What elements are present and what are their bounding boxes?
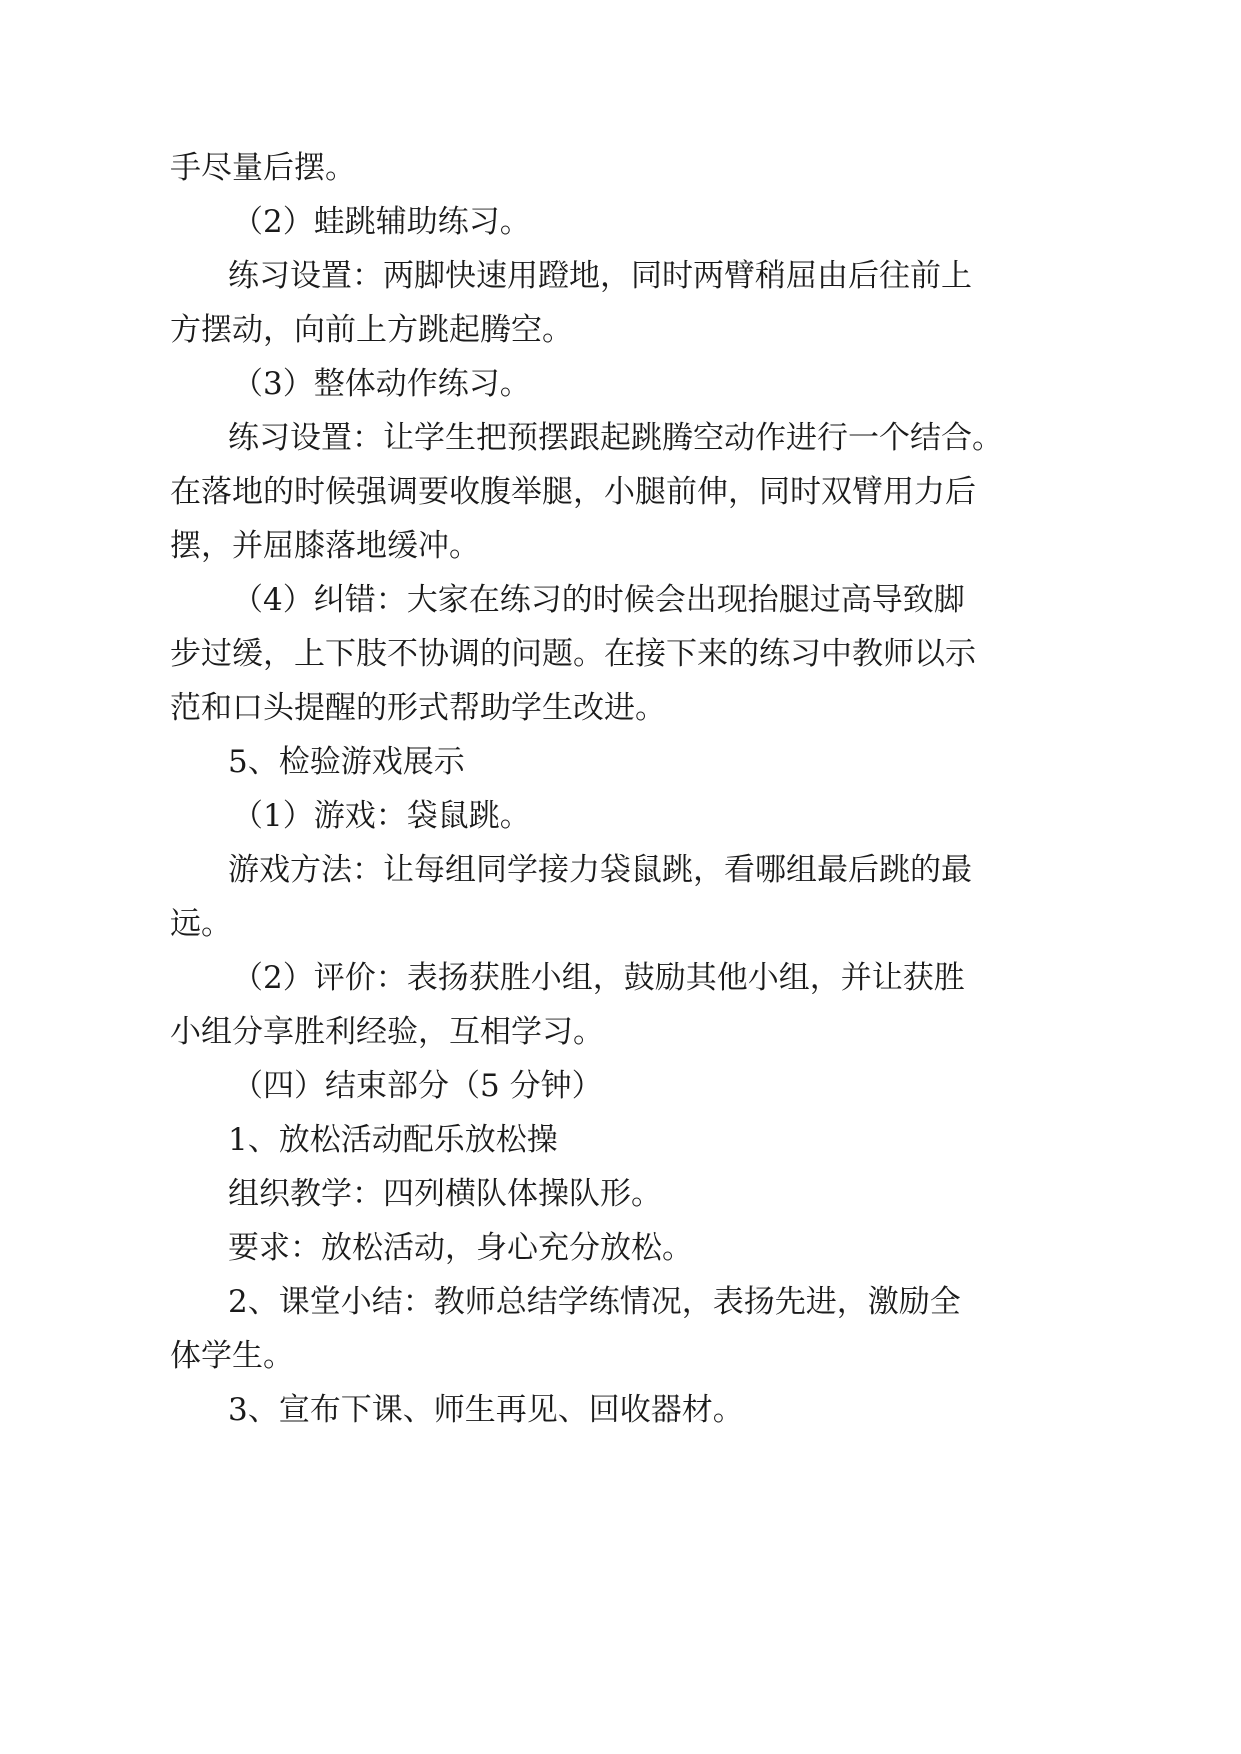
text-line: 1、放松活动配乐放松操 — [228, 1122, 558, 1158]
text-line: （2）蛙跳辅助练习。 — [232, 204, 531, 240]
text-line: 要求：放松活动，身心充分放松。 — [228, 1230, 693, 1266]
text-line: （1）游戏：袋鼠跳。 — [232, 798, 531, 834]
text-line: 体学生。 — [170, 1338, 294, 1374]
text-line: 在落地的时候强调要收腹举腿，小腿前伸，同时双臂用力后 — [170, 474, 976, 510]
text-line: 方摆动，向前上方跳起腾空。 — [170, 312, 573, 348]
text-line: 练习设置：让学生把预摆跟起跳腾空动作进行一个结合。 — [228, 420, 1003, 456]
text-line: 远。 — [170, 906, 232, 942]
text-line: 摆，并屈膝落地缓冲。 — [170, 528, 480, 564]
text-line: （四）结束部分（5 分钟） — [232, 1068, 603, 1104]
text-line: （2）评价：表扬获胜小组，鼓励其他小组，并让获胜 — [232, 960, 965, 996]
text-line: 2、课堂小结：教师总结学练情况，表扬先进，激励全 — [228, 1284, 961, 1320]
text-line: 小组分享胜利经验，互相学习。 — [170, 1014, 604, 1050]
text-line: 5、检验游戏展示 — [228, 744, 465, 780]
text-line: 3、宣布下课、师生再见、回收器材。 — [228, 1392, 744, 1428]
text-line: 手尽量后摆。 — [170, 150, 356, 186]
text-line: 练习设置：两脚快速用蹬地，同时两臂稍屈由后往前上 — [228, 258, 972, 294]
text-line: 范和口头提醒的形式帮助学生改进。 — [170, 690, 666, 726]
text-line: 游戏方法：让每组同学接力袋鼠跳，看哪组最后跳的最 — [228, 852, 972, 888]
text-line: （3）整体动作练习。 — [232, 366, 531, 402]
text-line: 步过缓，上下肢不协调的问题。在接下来的练习中教师以示 — [170, 636, 976, 672]
text-line: 组织教学：四列横队体操队形。 — [228, 1176, 662, 1212]
text-line: （4）纠错：大家在练习的时候会出现抬腿过高导致脚 — [232, 582, 965, 618]
